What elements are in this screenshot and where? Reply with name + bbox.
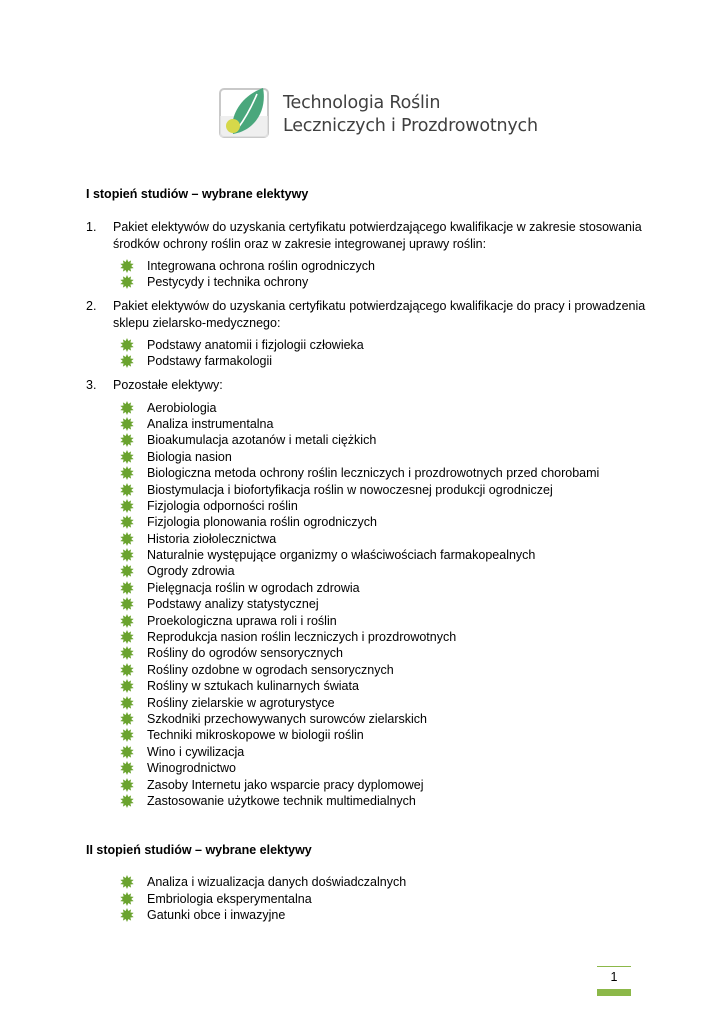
green-star-bullet-icon — [120, 663, 134, 677]
bullet-list — [86, 337, 646, 370]
green-star-bullet-icon — [120, 338, 134, 352]
list-item: Bioakumulacja azotanów i metali ciężkich — [86, 432, 646, 448]
green-star-bullet-icon — [120, 614, 134, 628]
green-star-bullet-icon — [120, 745, 134, 759]
green-star-bullet-icon — [120, 696, 134, 710]
green-star-bullet-icon — [120, 875, 134, 889]
green-star-bullet-icon — [120, 892, 134, 906]
green-star-bullet-icon — [120, 515, 134, 529]
list-item-2 — [86, 298, 646, 370]
list-item-text: Pozostałe elektywy: — [113, 377, 223, 392]
section-1-title: I stopień studiów – wybrane elektywy — [86, 187, 309, 201]
page-number: 1 — [597, 966, 631, 987]
green-star-bullet-icon — [120, 417, 134, 431]
bullet-list — [86, 258, 646, 291]
list-item: Embriologia eksperymentalna — [86, 891, 646, 907]
list-item-3 — [86, 377, 646, 810]
list-item: Zastosowanie użytkowe technik multimedialnych — [86, 793, 646, 809]
green-star-bullet-icon — [120, 564, 134, 578]
logo-text — [283, 92, 538, 138]
green-star-bullet-icon — [120, 728, 134, 742]
green-star-bullet-icon — [120, 532, 134, 546]
green-star-bullet-icon — [120, 646, 134, 660]
green-star-bullet-icon — [120, 433, 134, 447]
list-item: Rośliny zielarskie w agroturystyce — [86, 695, 646, 711]
list-item: Fizjologia plonowania roślin ogrodniczych — [86, 514, 646, 530]
list-item: Ogrody zdrowia — [86, 563, 646, 579]
list-item: Biologia nasion — [86, 449, 646, 465]
list-item: Winogrodnictwo — [86, 760, 646, 776]
logo-line-2: Leczniczych i Prozdrowotnych — [283, 116, 538, 136]
list-item: Rośliny w sztukach kulinarnych świata — [86, 678, 646, 694]
list-item: Fizjologia odporności roślin — [86, 498, 646, 514]
list-item: Analiza instrumentalna — [86, 416, 646, 432]
green-star-bullet-icon — [120, 548, 134, 562]
section-2-title: II stopień studiów – wybrane elektywy — [86, 843, 312, 858]
list-item: Biologiczna metoda ochrony roślin leczniczych i prozdrowotnych przed chorobami — [86, 465, 646, 481]
green-star-bullet-icon — [120, 259, 134, 273]
list-item: Szkodniki przechowywanych surowców zielarskich — [86, 711, 646, 727]
bullet-list — [86, 400, 646, 810]
list-item-text: Pakiet elektywów do uzyskania certyfikatu potwierdzającego kwalifikacje do pracy i prowadzenia sklepu zielarsko-medycznego: — [113, 298, 646, 330]
list-item: Techniki mikroskopowe w biologii roślin — [86, 727, 646, 743]
list-item-text: Pakiet elektywów do uzyskania certyfikatu potwierdzającego kwalifikacje w zakresie stosowania środków ochrony roślin oraz w zakresie integrowanej uprawy roślin: — [113, 220, 642, 251]
green-star-bullet-icon — [120, 466, 134, 480]
list-item: Podstawy farmakologii — [86, 353, 646, 369]
logo — [219, 86, 538, 142]
green-star-bullet-icon — [120, 275, 134, 289]
list-item: Aerobiologia — [86, 400, 646, 416]
list-item: Zasoby Internetu jako wsparcie pracy dyplomowej — [86, 777, 646, 793]
green-star-bullet-icon — [120, 630, 134, 644]
list-number: 2. — [86, 298, 97, 313]
section-1-list — [86, 219, 646, 809]
list-item: Podstawy anatomii i fizjologii człowieka — [86, 337, 646, 353]
green-star-bullet-icon — [120, 712, 134, 726]
green-star-bullet-icon — [120, 499, 134, 513]
logo-line-1: Technologia Roślin — [283, 93, 441, 113]
list-item: Historia ziołolecznictwa — [86, 531, 646, 547]
list-item: Rośliny ozdobne w ogrodach sensorycznych — [86, 662, 646, 678]
list-item-1 — [86, 219, 646, 291]
green-star-bullet-icon — [120, 597, 134, 611]
list-number: 1. — [86, 220, 97, 234]
green-star-bullet-icon — [120, 401, 134, 415]
leaf-logo-icon — [219, 86, 271, 140]
list-item: Analiza i wizualizacja danych doświadczalnych — [86, 874, 646, 890]
list-item: Pielęgnacja roślin w ogrodach zdrowia — [86, 580, 646, 596]
list-item: Pestycydy i technika ochrony — [86, 274, 646, 290]
list-item: Gatunki obce i inwazyjne — [86, 907, 646, 923]
list-item: Integrowana ochrona roślin ogrodniczych — [86, 258, 646, 274]
page-number-bar — [597, 989, 631, 996]
green-star-bullet-icon — [120, 778, 134, 792]
green-star-bullet-icon — [120, 450, 134, 464]
green-star-bullet-icon — [120, 581, 134, 595]
document-body — [86, 185, 646, 924]
list-number: 3. — [86, 377, 97, 392]
bullet-list — [86, 874, 646, 923]
list-item: Proekologiczna uprawa roli i roślin — [86, 613, 646, 629]
list-item: Naturalnie występujące organizmy o właściwościach farmakopealnych — [86, 547, 646, 563]
green-star-bullet-icon — [120, 483, 134, 497]
list-item: Rośliny do ogrodów sensorycznych — [86, 645, 646, 661]
list-item: Reprodukcja nasion roślin leczniczych i prozdrowotnych — [86, 629, 646, 645]
green-star-bullet-icon — [120, 908, 134, 922]
green-star-bullet-icon — [120, 761, 134, 775]
green-star-bullet-icon — [120, 794, 134, 808]
green-star-bullet-icon — [120, 679, 134, 693]
list-item: Podstawy analizy statystycznej — [86, 596, 646, 612]
list-item: Wino i cywilizacja — [86, 744, 646, 760]
list-item: Biostymulacja i biofortyfikacja roślin w nowoczesnej produkcji ogrodniczej — [86, 482, 646, 498]
green-star-bullet-icon — [120, 354, 134, 368]
